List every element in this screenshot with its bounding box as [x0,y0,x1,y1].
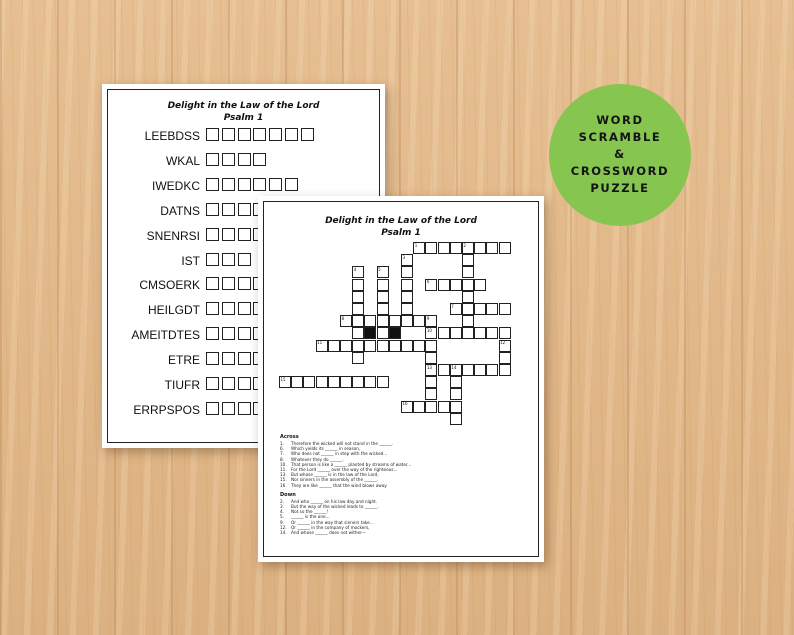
answer-box[interactable] [206,277,219,290]
crossword-cell[interactable] [499,327,511,339]
badge-line-scramble: SCRAMBLE [578,130,662,144]
clue-number: 1. [280,441,284,446]
clue-number: 6. [280,446,284,452]
clue-number: 13. [280,472,287,478]
answer-box[interactable] [222,302,235,315]
scramble-subtitle: Psalm 1 [223,113,264,123]
scramble-row [112,178,377,194]
scrambled-word: SNENRSI [146,228,200,243]
scrambled-word: DATNS [160,203,200,218]
crossword-cell[interactable] [474,279,486,291]
crossword-cell[interactable] [486,242,498,254]
clue-text: ______ is the one... [291,514,330,520]
crossword-cell[interactable] [462,327,474,339]
scrambled-word: AMEITDTES [131,328,200,343]
answer-box[interactable] [238,402,251,415]
clue-text: They are like ______ that the wind blows away. [291,482,388,488]
crossword-cell[interactable] [352,340,364,352]
clue-number: 14. [280,530,287,536]
clue-text: Nor sinners in the assembly of the ______. [291,477,379,483]
badge-line-word: WORD [596,113,644,127]
cell-number: 14 [451,364,457,370]
crossword-grid [279,242,529,422]
crossword-cell[interactable] [413,401,425,413]
answer-box[interactable] [206,377,219,390]
down-clue-list [280,499,530,535]
scrambled-word: IST [181,253,200,268]
crossword-cell[interactable] [462,279,474,291]
clue-text: Whatever they do ______. [291,456,344,462]
crossword-cell[interactable] [352,291,364,303]
crossword-title: Delight in the Law of the Lord [325,216,477,226]
cell-number: 11 [317,340,323,346]
clue-number: 7. [280,451,284,457]
crossword-cell[interactable] [425,340,437,352]
answer-box[interactable] [253,153,266,166]
crossword-block [364,327,376,339]
crossword-subtitle: Psalm 1 [381,228,421,238]
answer-box[interactable] [238,277,251,290]
crossword-cell[interactable] [462,303,474,315]
crossword-cell[interactable] [450,279,462,291]
cell-number: 6 [426,279,430,285]
crossword-cell[interactable] [438,279,450,291]
answer-box[interactable] [206,402,219,415]
scrambled-word: CMSOERK [139,278,200,293]
crossword-cell[interactable] [389,340,401,352]
clue-text: And who ______ on his law day and night. [291,498,378,504]
answer-box[interactable] [222,402,235,415]
crossword-cell[interactable] [401,291,413,303]
answer-box[interactable] [206,178,219,191]
answer-box[interactable] [238,377,251,390]
crossword-cell[interactable] [462,315,474,327]
clue-number: 9. [280,519,284,525]
scramble-title: Delight in the Law of the Lord [167,101,320,111]
crossword-cell[interactable] [401,279,413,291]
crossword-cell[interactable] [450,376,462,388]
crossword-cell[interactable] [450,242,462,254]
crossword-cell[interactable] [425,401,437,413]
crossword-cell[interactable] [499,303,511,315]
badge-line-crossword: CROSSWORD [570,164,670,178]
crossword-cell[interactable] [474,327,486,339]
crossword-cell[interactable] [474,364,486,376]
crossword-cell[interactable] [340,340,352,352]
crossword-block [389,327,401,339]
crossword-cell[interactable] [401,340,413,352]
answer-box[interactable] [238,178,251,191]
crossword-cell[interactable] [438,242,450,254]
clue-line [280,483,530,488]
clue-text: That person is like a ______ planted by streams of water... [291,461,412,467]
crossword-cell[interactable] [377,315,389,327]
answer-box[interactable] [238,128,251,141]
answer-box[interactable] [222,277,235,290]
answer-box[interactable] [269,128,282,141]
crossword-cell[interactable] [499,242,511,254]
crossword-cell[interactable] [303,376,315,388]
crossword-cell[interactable] [352,303,364,315]
badge-line-puzzle: PUZZLE [590,181,650,195]
cell-number: 12 [500,340,506,346]
answer-box[interactable] [238,327,251,340]
across-clue-list [280,441,530,488]
crossword-cell[interactable] [364,340,376,352]
crossword-cell[interactable] [377,340,389,352]
clue-text: But the way of the wicked leads to ______. [291,504,379,510]
scrambled-word: TIUFR [164,378,200,392]
crossword-cell[interactable] [499,352,511,364]
answer-box[interactable] [206,228,219,241]
clue-text: Therefore the wicked will not stand in the ______. [291,441,394,446]
across-heading: Across [280,434,299,440]
answer-box[interactable] [238,302,251,315]
crossword-cell[interactable] [413,340,425,352]
crossword-cell[interactable] [474,242,486,254]
answer-box[interactable] [238,228,251,241]
answer-box[interactable] [238,253,251,266]
answer-box[interactable] [206,302,219,315]
crossword-cell[interactable] [462,254,474,266]
clue-number: 11. [280,467,287,473]
cell-number: 4 [353,266,357,272]
crossword-cell[interactable] [291,376,303,388]
crossword-cell[interactable] [425,376,437,388]
answer-box[interactable] [238,153,251,166]
cell-number: 5 [378,266,381,272]
scrambled-word: ERRPSPOS [133,402,200,417]
scrambled-word: LEEBDSS [144,129,200,143]
clue-text: Not so the ______! [291,509,329,515]
crossword-cell[interactable] [425,388,437,400]
cell-number: 2 [463,242,467,248]
crossword-cell[interactable] [316,376,328,388]
clue-text: Who does not ______ in step with the wicked... [291,451,388,457]
crossword-cell[interactable] [401,315,413,327]
clue-number: 5. [280,514,284,520]
clue-number: 12. [280,524,287,530]
answer-box[interactable] [222,327,235,340]
clue-text: But whose ______ is in the law of the Lord, [291,472,379,478]
crossword-cell[interactable] [486,303,498,315]
clue-number: 2. [280,498,284,504]
clue-text: And whose ______ does not wither— [291,530,366,536]
crossword-cell[interactable] [499,364,511,376]
answer-box[interactable] [222,377,235,390]
clue-number: 16. [280,482,287,488]
answer-box[interactable] [206,253,219,266]
crossword-cell[interactable] [401,303,413,315]
cell-number: 16 [402,401,408,407]
crossword-cell[interactable] [462,291,474,303]
badge-line-ampersand: & [614,147,626,161]
cell-number: 10 [426,327,432,333]
crossword-cell[interactable] [450,401,462,413]
answer-box[interactable] [285,178,298,191]
product-badge [549,84,691,226]
clue-line [280,530,530,535]
crossword-cell[interactable] [425,242,437,254]
crossword-cell[interactable] [401,266,413,278]
clue-text: Which yields its ______ in season, [291,446,361,452]
answer-box[interactable] [301,128,314,141]
cell-number: 13 [426,364,432,370]
crossword-cell[interactable] [462,266,474,278]
clue-number: 15. [280,477,287,483]
crossword-cell[interactable] [389,315,401,327]
answer-box[interactable] [206,203,219,216]
cell-number: 1 [414,242,418,248]
cell-number: 3 [402,254,406,260]
clue-text: For the Lord ______ over the way of the righteous... [291,467,398,473]
crossword-cell[interactable] [377,303,389,315]
answer-box[interactable] [222,153,235,166]
clue-number: 4. [280,509,284,515]
crossword-cell[interactable] [377,327,389,339]
answer-box[interactable] [206,128,219,141]
clue-text: Or ______ in the company of mockers, [291,524,370,530]
cell-number: 15 [280,376,286,382]
answer-box[interactable] [222,352,235,365]
cell-number: 9 [426,315,430,321]
answer-box[interactable] [222,178,235,191]
crossword-cell[interactable] [364,315,376,327]
crossword-cell[interactable] [438,327,450,339]
crossword-cell[interactable] [425,352,437,364]
crossword-cell[interactable] [450,388,462,400]
answer-box[interactable] [206,153,219,166]
crossword-cell[interactable] [352,352,364,364]
crossword-clues [280,434,530,535]
crossword-cell[interactable] [438,401,450,413]
crossword-cell[interactable] [474,303,486,315]
crossword-cell[interactable] [486,327,498,339]
crossword-cell[interactable] [413,315,425,327]
crossword-cell[interactable] [450,327,462,339]
crossword-cell[interactable] [462,364,474,376]
clue-number: 3. [280,504,284,510]
answer-box[interactable] [222,253,235,266]
crossword-cell[interactable] [340,376,352,388]
answer-box[interactable] [222,228,235,241]
answer-box[interactable] [206,352,219,365]
crossword-cell[interactable] [352,315,364,327]
crossword-cell[interactable] [450,413,462,425]
answer-box[interactable] [238,352,251,365]
crossword-cell[interactable] [328,340,340,352]
clue-number: 8. [280,456,284,462]
answer-box[interactable] [269,178,282,191]
cell-number: 7 [451,303,454,309]
crossword-cell[interactable] [486,364,498,376]
answer-box[interactable] [238,203,251,216]
crossword-cell[interactable] [438,364,450,376]
crossword-cell[interactable] [328,376,340,388]
crossword-cell[interactable] [377,376,389,388]
down-heading: Down [280,491,296,498]
answer-box[interactable] [222,128,235,141]
crossword-cell[interactable] [364,376,376,388]
scrambled-word: IWEDKC [152,178,200,193]
answer-box[interactable] [206,327,219,340]
cell-number: 8 [341,315,345,321]
scrambled-word: WKAL [165,153,200,168]
crossword-cell[interactable] [377,291,389,303]
crossword-cell[interactable] [352,279,364,291]
clue-text: Or ______ in the way that sinners take... [291,519,374,525]
scramble-row [112,153,377,169]
crossword-cell[interactable] [352,327,364,339]
answer-box[interactable] [253,128,266,141]
crossword-sheet [258,196,544,562]
scrambled-word: ETRE [167,353,200,368]
clue-number: 10. [280,461,287,467]
crossword-cell[interactable] [377,279,389,291]
crossword-cell[interactable] [352,376,364,388]
answer-box[interactable] [253,178,266,191]
scrambled-word: HEILGDT [147,303,200,318]
scramble-row [112,128,377,144]
answer-box[interactable] [285,128,298,141]
answer-box[interactable] [222,203,235,216]
